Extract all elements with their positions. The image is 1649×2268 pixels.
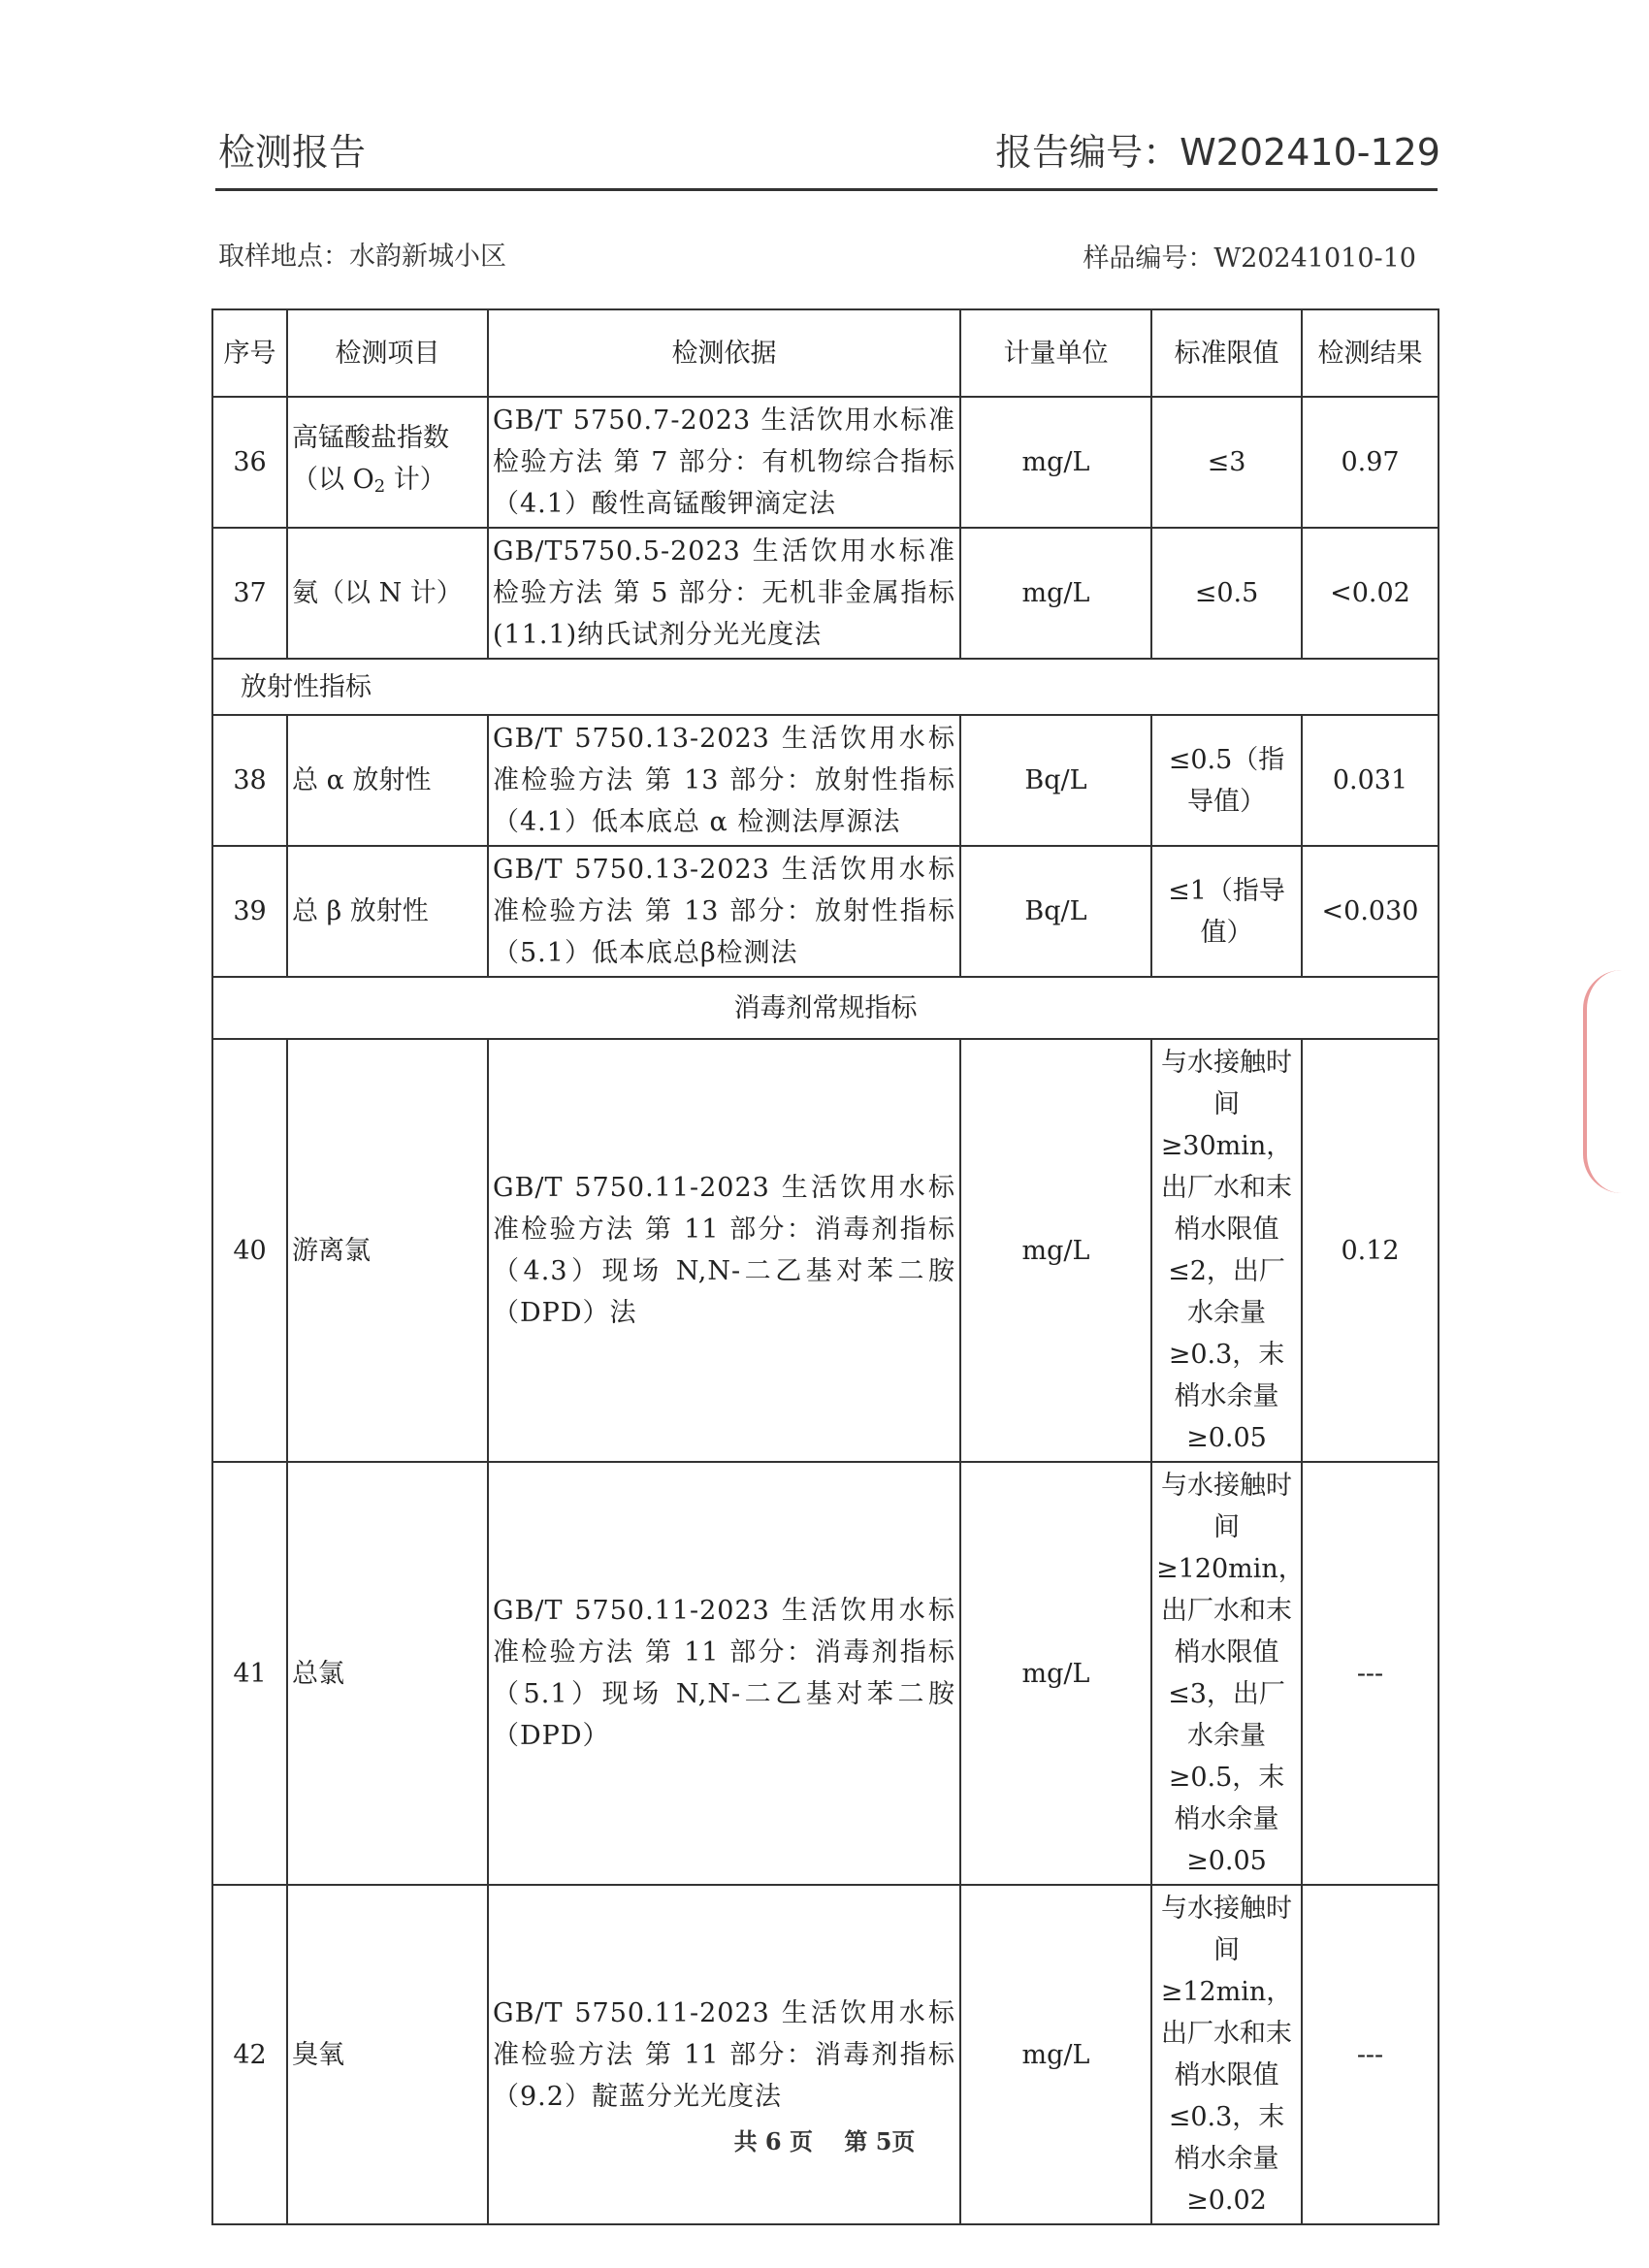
table-header-row: [212, 309, 1439, 397]
row-item: 氨（以 N 计）: [287, 528, 488, 659]
row-item: 总 α 放射性: [287, 715, 488, 846]
col-header-item: 检测项目: [287, 309, 488, 397]
row-basis: GB/T5750.5-2023 生活饮用水标准检验方法 第 5 部分：无机非金属指标(11.1)纳氏试剂分光光度法: [488, 528, 960, 659]
row-limit: ≤0.5（指导值）: [1151, 715, 1302, 846]
report-number-value: W202410-129: [1180, 131, 1440, 174]
row-result: ---: [1302, 1462, 1439, 1885]
row-basis: GB/T 5750.7-2023 生活饮用水标准检验方法 第 7 部分：有机物综合指标（4.1）酸性高锰酸钾滴定法: [488, 397, 960, 528]
row-item: 游离氯: [287, 1039, 488, 1462]
row-item: 高锰酸盐指数（以 $O_2$ 计）: [287, 397, 488, 528]
report-number-label: 报告编号：: [995, 131, 1180, 174]
row-item: 总 β 放射性: [287, 846, 488, 977]
row-unit: Bq/L: [960, 846, 1151, 977]
row-unit: mg/L: [960, 528, 1151, 659]
row-unit: mg/L: [960, 1462, 1151, 1885]
row-unit: mg/L: [960, 1039, 1151, 1462]
row-basis: GB/T 5750.13-2023 生活饮用水标准检验方法 第 13 部分：放射性指标（5.1）低本底总β检测法: [488, 846, 960, 977]
row-no: 40: [212, 1039, 287, 1462]
table-row: [212, 846, 1439, 977]
row-no: 39: [212, 846, 287, 977]
row-limit: 与水接触时间≥12min，出厂水和末梢水限值≤0.3，末梢水余量≥0.02: [1151, 1885, 1302, 2224]
row-no: 38: [212, 715, 287, 846]
row-unit: mg/L: [960, 1885, 1151, 2224]
table-row: [212, 715, 1439, 846]
row-unit: mg/L: [960, 397, 1151, 528]
table-row: [212, 1039, 1439, 1462]
col-header-basis: 检测依据: [488, 309, 960, 397]
col-header-limit: 标准限值: [1151, 309, 1302, 397]
results-table: [211, 308, 1439, 2225]
sample-number-label: 样品编号：: [1083, 243, 1214, 274]
sample-number-value: W20241010-10: [1213, 243, 1416, 274]
row-basis: GB/T 5750.13-2023 生活饮用水标准检验方法 第 13 部分：放射性指标（4.1）低本底总 α 检测法厚源法: [488, 715, 960, 846]
section-row-radioactivity: [212, 659, 1439, 715]
current-page: 第 5页: [844, 2127, 916, 2155]
table-row: [212, 397, 1439, 528]
table-row: [212, 1885, 1439, 2224]
row-result: ---: [1302, 1885, 1439, 2224]
seal-stamp-fragment: [1583, 970, 1641, 1193]
row-basis: GB/T 5750.11-2023 生活饮用水标准检验方法 第 11 部分：消毒剂指标（5.1）现场 N,N-二乙基对苯二胺（DPD）: [488, 1462, 960, 1885]
row-limit: ≤0.5: [1151, 528, 1302, 659]
report-number: [995, 122, 1440, 176]
report-title: 检测报告: [218, 131, 367, 174]
total-pages: 共 6 页: [733, 2127, 813, 2155]
sample-number: [1083, 237, 1416, 275]
row-limit: ≤3: [1151, 397, 1302, 528]
sampling-location: [218, 235, 506, 273]
col-header-result: 检测结果: [1302, 309, 1439, 397]
page-footer: [0, 2122, 1649, 2156]
section-title: 消毒剂常规指标: [212, 977, 1439, 1039]
row-limit: ≤1（指导值）: [1151, 846, 1302, 977]
row-unit: Bq/L: [960, 715, 1151, 846]
table-row: [212, 1462, 1439, 1885]
row-no: 36: [212, 397, 287, 528]
row-result: 0.12: [1302, 1039, 1439, 1462]
row-basis: GB/T 5750.11-2023 生活饮用水标准检验方法 第 11 部分：消毒剂指标（9.2）靛蓝分光光度法: [488, 1885, 960, 2224]
col-header-unit: 计量单位: [960, 309, 1151, 397]
sampling-location-label: 取样地点：: [218, 242, 349, 272]
section-row-disinfectant: [212, 977, 1439, 1039]
row-result: 0.031: [1302, 715, 1439, 846]
table-row: [212, 528, 1439, 659]
row-item: 总氯: [287, 1462, 488, 1885]
header-divider: [215, 188, 1438, 191]
row-no: 37: [212, 528, 287, 659]
section-title: 放射性指标: [212, 659, 1439, 715]
row-result: <0.02: [1302, 528, 1439, 659]
row-limit: 与水接触时间≥120min，出厂水和末梢水限值≤3，出厂水余量≥0.5，末梢水余量≥0.05: [1151, 1462, 1302, 1885]
row-no: 41: [212, 1462, 287, 1885]
sampling-location-value: 水韵新城小区: [349, 242, 506, 272]
row-limit: 与水接触时间≥30min，出厂水和末梢水限值≤2，出厂水余量≥0.3，末梢水余量≥0.05: [1151, 1039, 1302, 1462]
row-item: 臭氧: [287, 1885, 488, 2224]
row-result: <0.030: [1302, 846, 1439, 977]
row-result: 0.97: [1302, 397, 1439, 528]
row-basis: GB/T 5750.11-2023 生活饮用水标准检验方法 第 11 部分：消毒剂指标（4.3）现场 N,N-二乙基对苯二胺（DPD）法: [488, 1039, 960, 1462]
col-header-no: 序号: [212, 309, 287, 397]
row-no: 42: [212, 1885, 287, 2224]
